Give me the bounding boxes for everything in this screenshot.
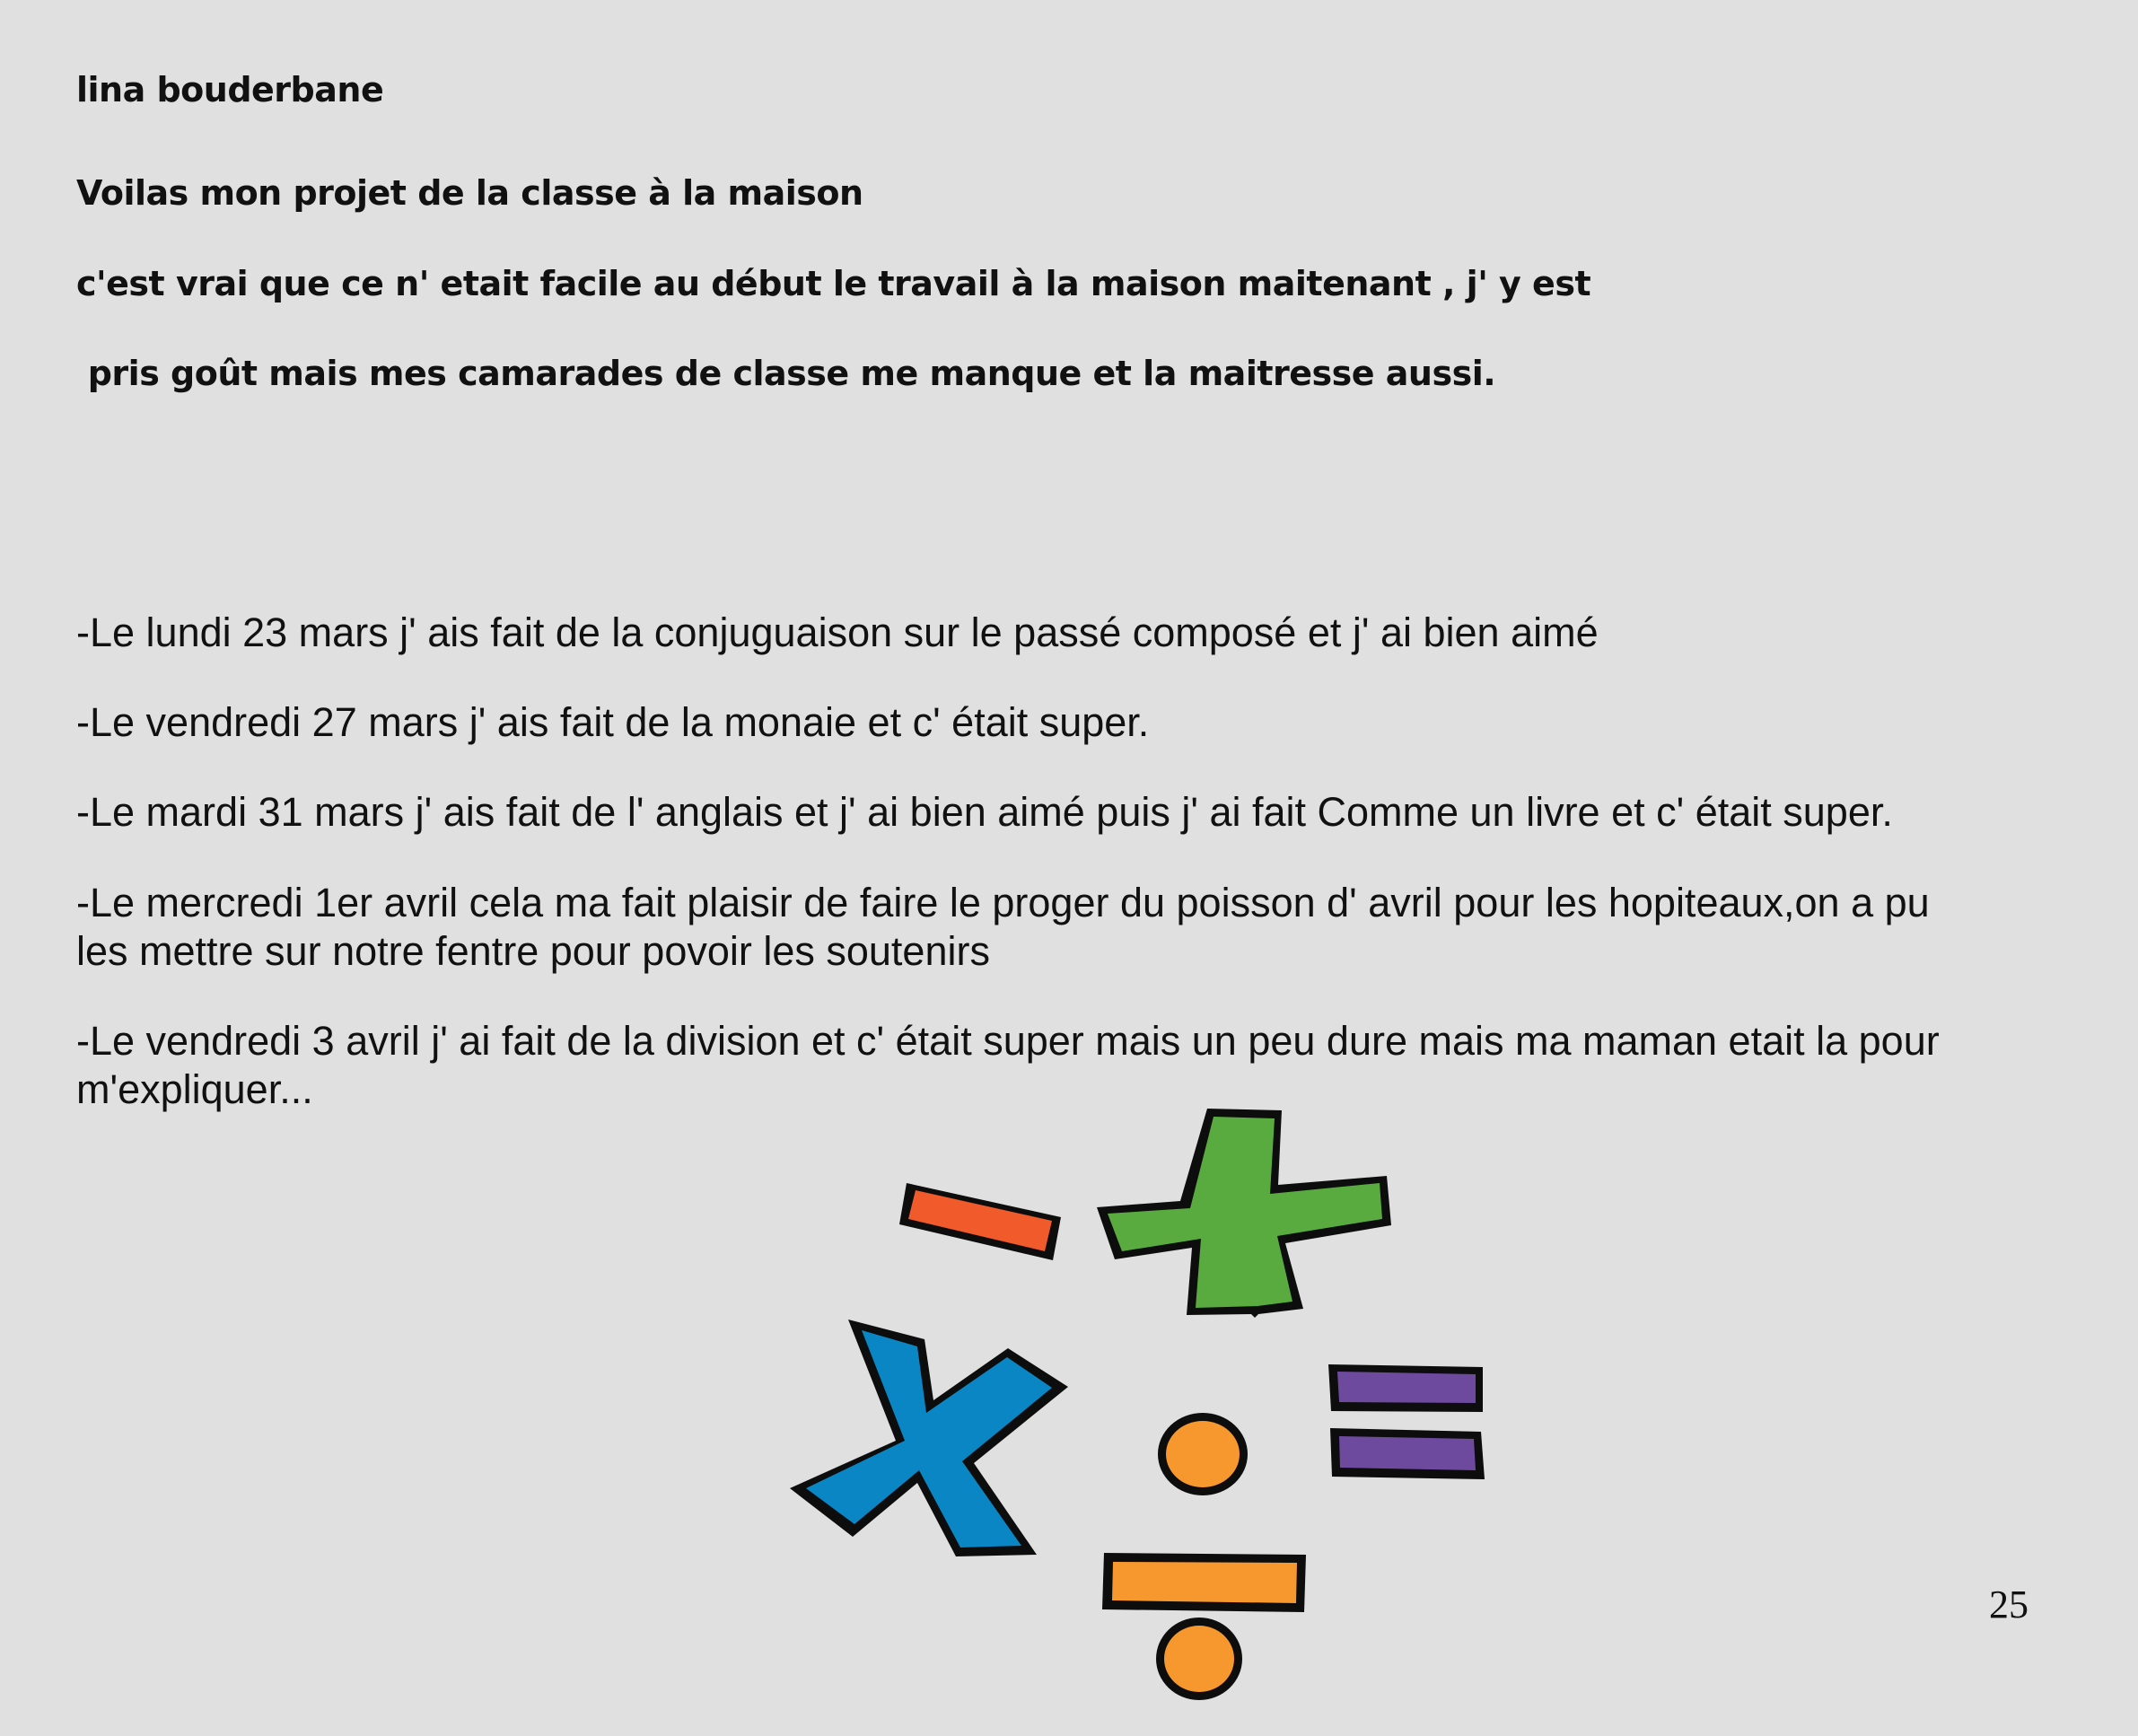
plus-icon <box>1097 1109 1391 1318</box>
intro-line-1: Voilas mon projet de la classe à la maison <box>76 173 863 213</box>
author-name: lina bouderbane <box>76 70 384 110</box>
journal-entry-friday-27: -Le vendredi 27 mars j' ais fait de la monaie et c' était super. <box>76 699 1150 745</box>
journal-entry-monday-23: -Le lundi 23 mars j' ais fait de la conjuguaison sur le passé composé et j' ai bien aimé <box>76 609 1599 655</box>
journal-entry-friday-3: -Le vendredi 3 avril j' ai fait de la division et c' était super mais un peu dure mais ma maman etait la pour m'expliquer... <box>76 1018 1940 1112</box>
intro-line-3: pris goût mais mes camarades de classe me manque et la maitresse aussi. <box>76 354 1496 393</box>
divide-icon <box>1102 1413 1306 1700</box>
intro-line-2: c'est vrai que ce n' etait facile au début le travail à la maison maitenant , j' y est <box>76 264 1591 303</box>
journal-entry-tuesday-31: -Le mardi 31 mars j' ais fait de l' anglais et j' ai bien aimé puis j' ai fait Comme un livre et c' était super. <box>76 789 1893 835</box>
times-icon <box>790 1320 1068 1556</box>
equals-icon <box>1328 1364 1485 1479</box>
journal-entry-wednesday-1: -Le mercredi 1er avril cela ma fait plaisir de faire le proger du poisson d' avril pour les hopiteaux,on a pu les mettre sur notre fentre pour povoir les soutenirs <box>76 880 1930 974</box>
minus-icon <box>899 1183 1061 1260</box>
page-number: 25 <box>1989 1583 2028 1626</box>
math-symbols-illustration <box>790 1095 1508 1723</box>
